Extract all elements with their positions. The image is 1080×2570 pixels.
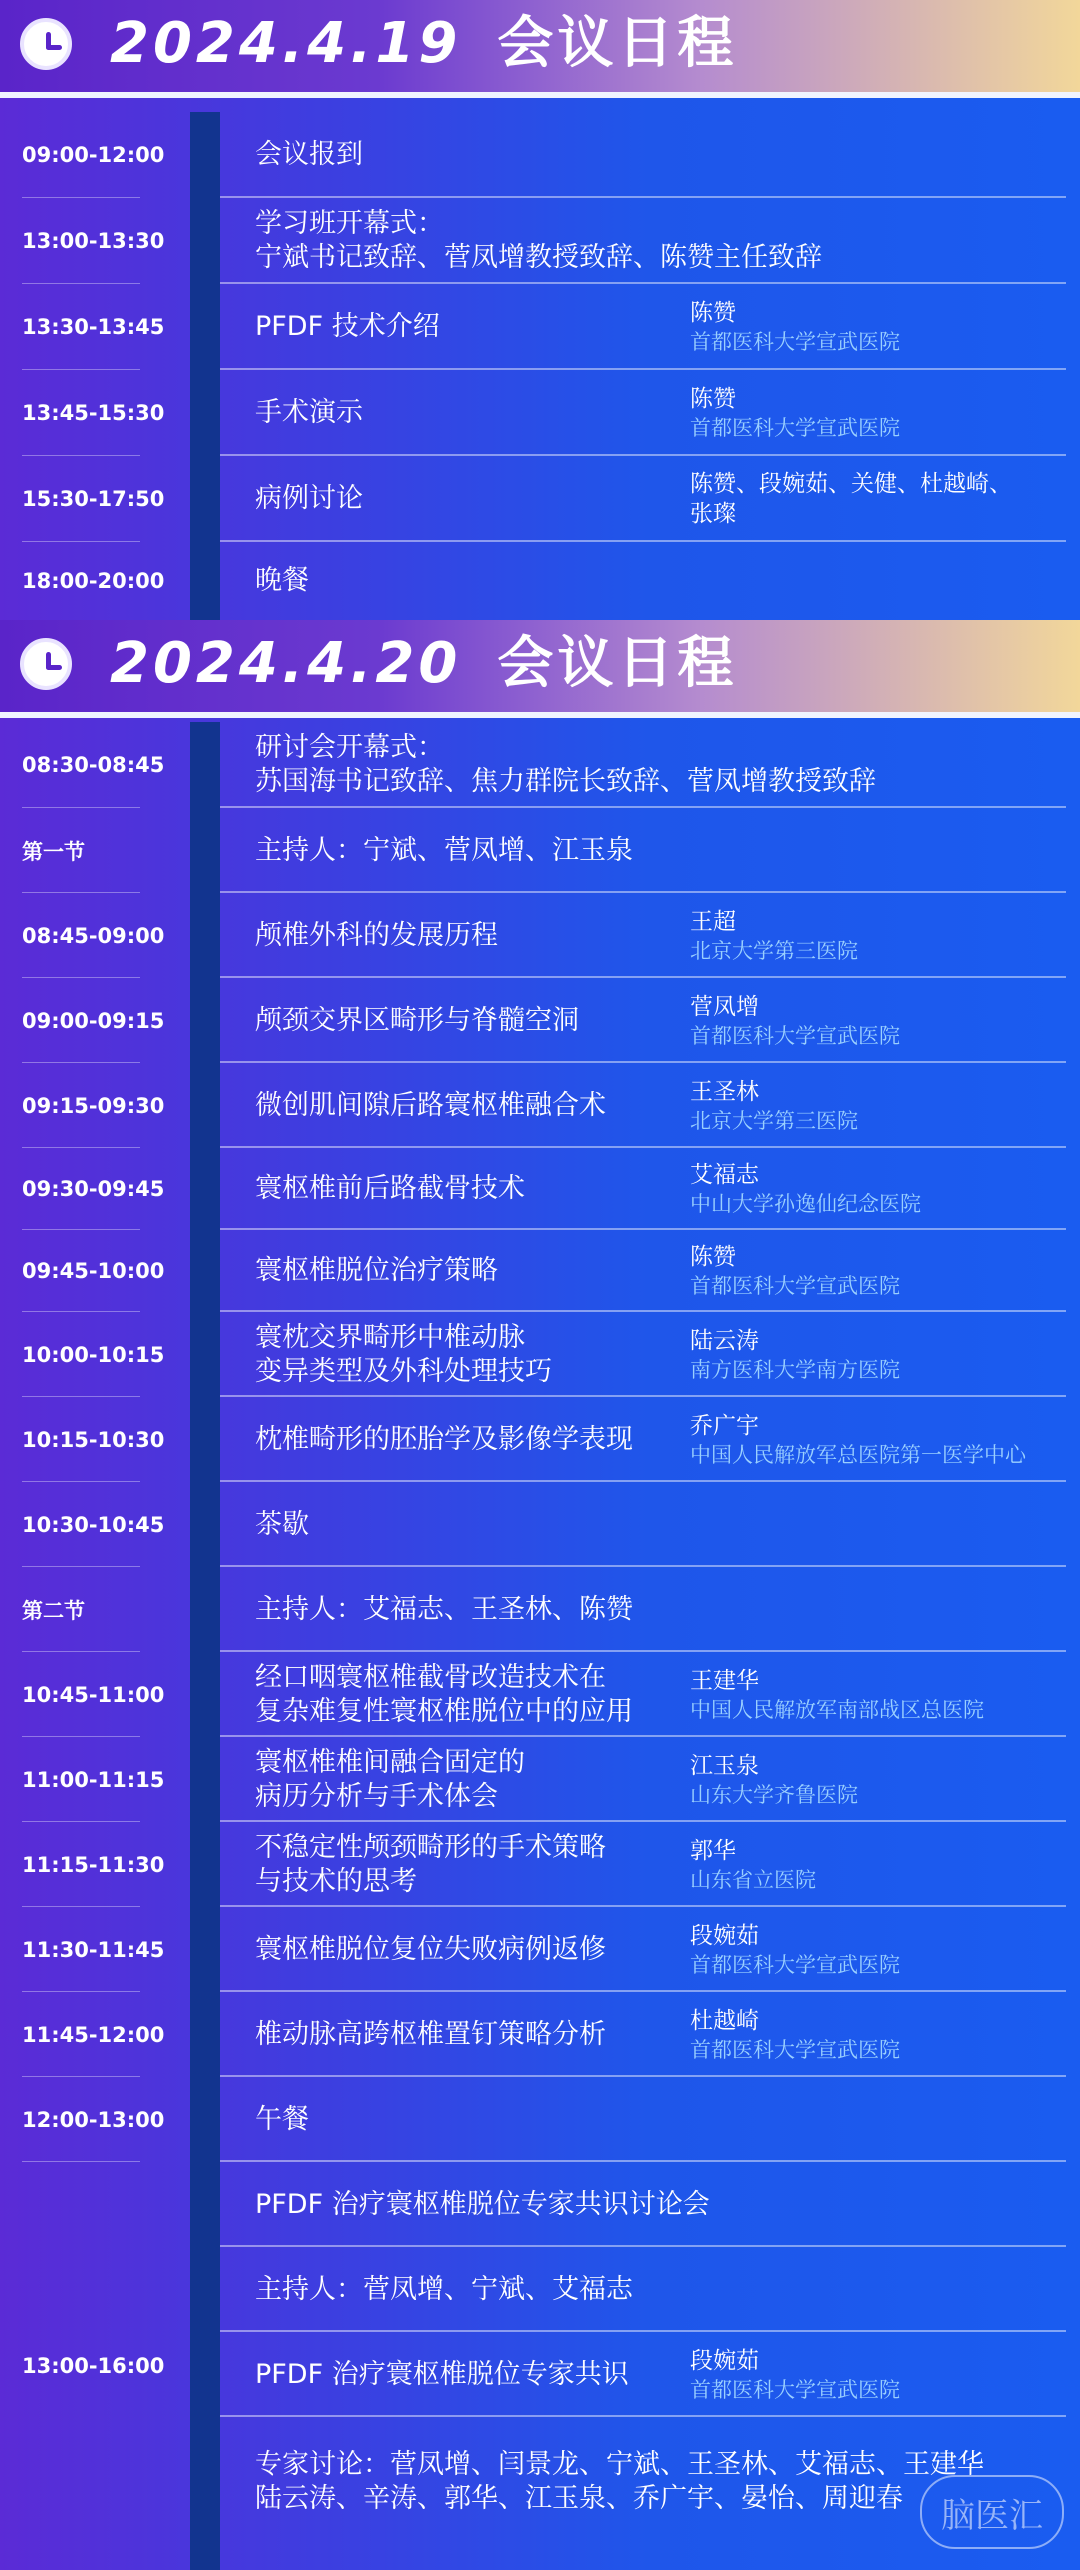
topic: 手术演示 (255, 397, 363, 428)
speaker: 陈赞、段婉茹、关健、杜越崎、 张璨 (690, 471, 1012, 527)
schedule-row (0, 893, 1080, 978)
schedule-row (0, 1737, 1080, 1822)
time-label: 11:00-11:15 (22, 1767, 165, 1792)
schedule-row (0, 1482, 1080, 1567)
time-label: 09:00-12:00 (22, 143, 165, 167)
schedule-row (0, 1992, 1080, 2077)
clock-icon (20, 18, 72, 70)
time-label: 10:00-10:15 (22, 1342, 165, 1367)
schedule-row (0, 542, 1080, 620)
watermark-logo: 脑医汇 (920, 2475, 1064, 2549)
schedule-row (0, 198, 1080, 284)
topic: 寰枢椎椎间融合固定的 病历分析与手术体会 (255, 1746, 525, 1812)
time-label: 11:45-12:00 (22, 2022, 165, 2047)
topic: 微创肌间隙后路寰枢椎融合术 (255, 1089, 606, 1121)
schedule-row (0, 2417, 1080, 2547)
time-label: 10:45-11:00 (22, 1682, 165, 1707)
schedule-row (0, 808, 1080, 893)
speaker: 杜越崎 首都医科大学宣武医院 (690, 2007, 900, 2062)
topic: 病例讨论 (255, 483, 363, 514)
time-label: 18:00-20:00 (22, 569, 165, 593)
host: 主持人：菅凤增、宁斌、艾福志 (255, 2273, 633, 2305)
schedule-row (0, 112, 1080, 198)
expert-discussion: 专家讨论：菅凤增、闫景龙、宁斌、王圣林、艾福志、王建华 陆云涛、辛涛、郭华、江玉泉、乔广宇、晏怡、周迎春 (255, 2449, 984, 2514)
schedule-row (0, 1312, 1080, 1397)
speaker: 陈赞 首都医科大学宣武医院 (690, 1244, 900, 1298)
schedule-row (0, 284, 1080, 370)
divider (0, 92, 1080, 98)
topic: 茶歇 (255, 1508, 309, 1540)
speaker: 乔广宇 中国人民解放军总医院第一医学中心 (690, 1412, 1026, 1467)
schedule-row (0, 1567, 1080, 1652)
host: 主持人：艾福志、王圣林、陈赞 (255, 1593, 633, 1625)
time-label: 10:30-10:45 (22, 1512, 165, 1537)
time-label: 10:15-10:30 (22, 1427, 165, 1452)
schedule-row (0, 2162, 1080, 2247)
topic: 颅颈交界区畸形与脊髓空洞 (255, 1004, 579, 1036)
topic: 午餐 (255, 2103, 309, 2135)
topic: 寰枕交界畸形中椎动脉 变异类型及外科处理技巧 (255, 1321, 552, 1387)
topic: 枕椎畸形的胚胎学及影像学表现 (255, 1423, 633, 1455)
time-label: 08:30-08:45 (22, 753, 165, 777)
speaker: 陆云涛 南方医科大学南方医院 (690, 1327, 900, 1382)
schedule-row (0, 2332, 1080, 2417)
schedule-row (0, 456, 1080, 542)
time-label: 09:15-09:30 (22, 1093, 165, 1118)
schedule-row (0, 1063, 1080, 1148)
time-label: 11:15-11:30 (22, 1852, 165, 1877)
schedule-row (0, 978, 1080, 1063)
topic: PFDF 治疗寰枢椎脱位专家共识 (255, 2358, 629, 2390)
speaker: 陈赞 首都医科大学宣武医院 (690, 386, 900, 440)
speaker: 江玉泉 山东大学齐鲁医院 (690, 1752, 858, 1807)
speaker: 王超 北京大学第三医院 (690, 908, 858, 963)
time-label: 09:30-09:45 (22, 1177, 165, 1201)
schedule-row (0, 1230, 1080, 1312)
schedule-row (0, 1148, 1080, 1230)
speaker: 陈赞 首都医科大学宣武医院 (690, 300, 900, 354)
day1-title: 2024.4.19 会议日程 (110, 11, 738, 76)
clock-icon (20, 638, 72, 690)
day1-banner (0, 0, 1080, 92)
schedule-row (0, 722, 1080, 808)
speaker: 段婉茹 首都医科大学宣武医院 (690, 1922, 900, 1977)
schedule-row (0, 1652, 1080, 1737)
speaker: 菅凤增 首都医科大学宣武医院 (690, 993, 900, 1048)
topic: 研讨会开幕式： 苏国海书记致辞、焦力群院长致辞、菅凤增教授致辞 (255, 732, 876, 797)
topic: 会议报到 (255, 139, 363, 170)
time-label: 11:30-11:45 (22, 1937, 165, 1962)
topic: 不稳定性颅颈畸形的手术策略 与技术的思考 (255, 1831, 606, 1897)
topic: 晚餐 (255, 565, 309, 596)
time-label: 09:00-09:15 (22, 1008, 165, 1033)
section-label: 第一节 (22, 839, 85, 864)
topic: 寰枢椎脱位复位失败病例返修 (255, 1933, 606, 1965)
topic: PFDF 治疗寰枢椎脱位专家共识讨论会 (255, 2188, 710, 2220)
schedule-row (0, 1907, 1080, 1992)
host: 主持人：宁斌、菅凤增、江玉泉 (255, 834, 633, 866)
speaker: 王圣林 北京大学第三医院 (690, 1078, 858, 1133)
schedule-row (0, 2077, 1080, 2162)
day2-banner (0, 620, 1080, 712)
schedule-row (0, 1397, 1080, 1482)
topic: 经口咽寰枢椎截骨改造技术在 复杂难复性寰枢椎脱位中的应用 (255, 1661, 633, 1727)
topic: 颅椎外科的发展历程 (255, 919, 498, 951)
section-label: 第二节 (22, 1598, 85, 1623)
speaker: 王建华 中国人民解放军南部战区总医院 (690, 1667, 984, 1722)
divider (0, 712, 1080, 718)
day2-title: 2024.4.20 会议日程 (110, 631, 738, 696)
schedule-row (0, 370, 1080, 456)
speaker: 段婉茹 首都医科大学宣武医院 (690, 2347, 900, 2402)
schedule-row (0, 1822, 1080, 1907)
topic: 寰枢椎脱位治疗策略 (255, 1255, 498, 1286)
time-label: 12:00-13:00 (22, 2107, 165, 2132)
topic: 学习班开幕式： 宁斌书记致辞、菅凤增教授致辞、陈赞主任致辞 (255, 208, 822, 273)
topic: 椎动脉高跨枢椎置钉策略分析 (255, 2018, 606, 2050)
time-label: 15:30-17:50 (22, 487, 165, 511)
time-label: 13:30-13:45 (22, 315, 165, 339)
topic: PFDF 技术介绍 (255, 311, 440, 342)
topic: 寰枢椎前后路截骨技术 (255, 1173, 525, 1204)
time-label: 08:45-09:00 (22, 923, 165, 948)
time-label: 13:45-15:30 (22, 401, 165, 425)
time-label: 09:45-10:00 (22, 1259, 165, 1283)
speaker: 艾福志 中山大学孙逸仙纪念医院 (690, 1162, 921, 1216)
speaker: 郭华 山东省立医院 (690, 1837, 816, 1892)
time-label: 13:00-16:00 (22, 2354, 165, 2378)
time-label: 13:00-13:30 (22, 229, 165, 253)
schedule-row (0, 2247, 1080, 2332)
